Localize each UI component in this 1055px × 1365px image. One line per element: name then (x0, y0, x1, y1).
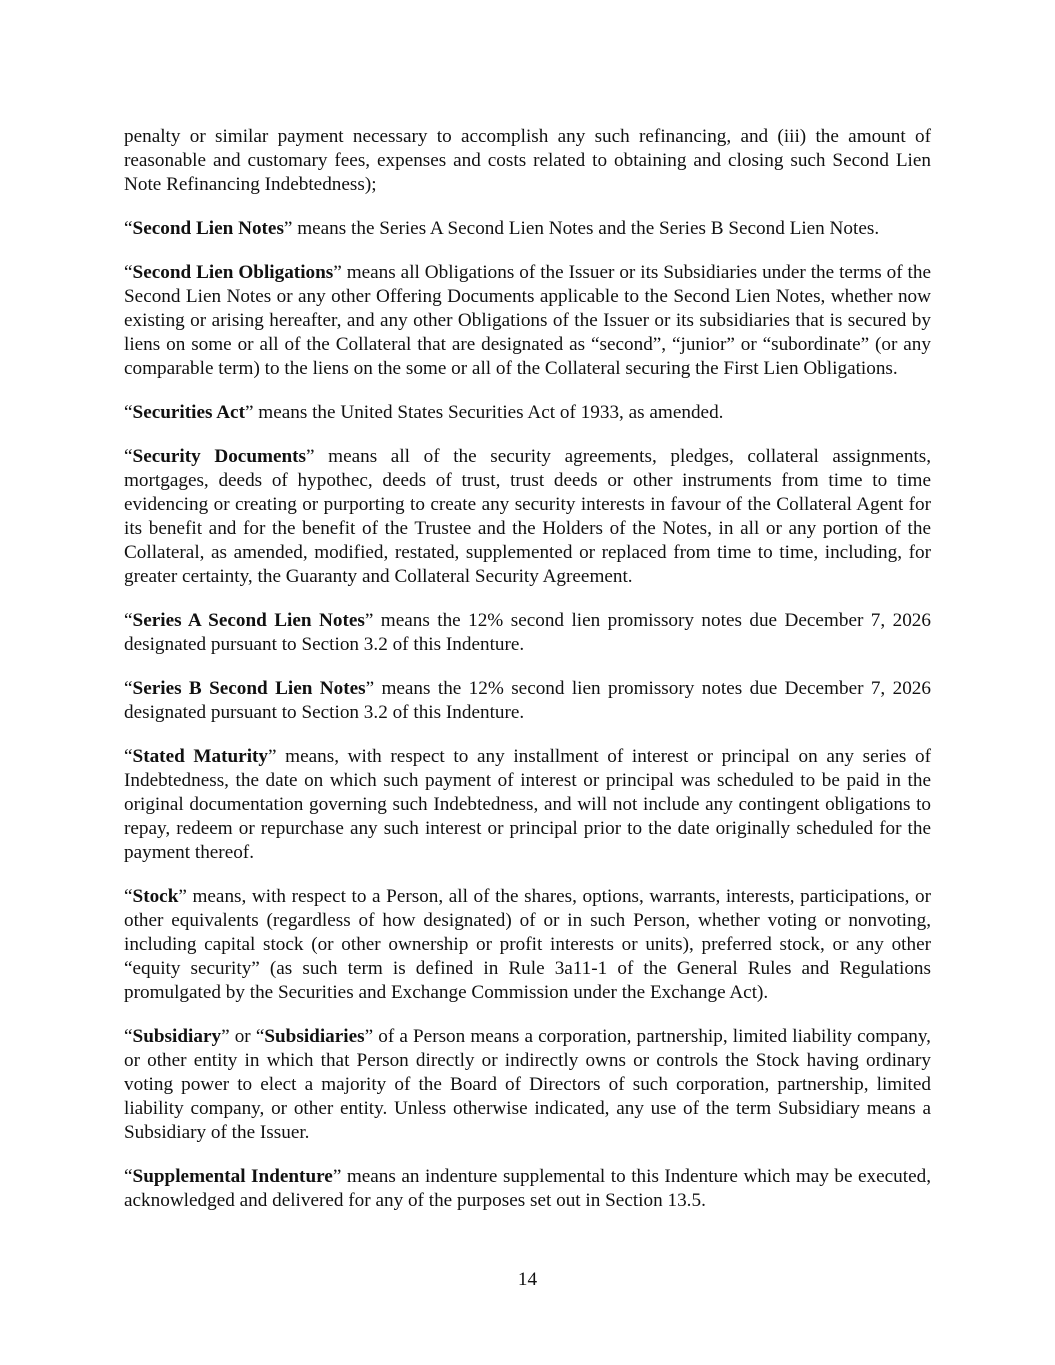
defined-term: Series B Second Lien Notes (132, 678, 366, 699)
definition-series-b-second-lien-notes (124, 677, 931, 725)
defined-term-alt: Subsidiaries (264, 1026, 365, 1047)
defined-term: Security Documents (132, 446, 307, 467)
open-quote: “ (124, 678, 133, 699)
definition-series-a-second-lien-notes (124, 609, 931, 657)
definition-subsidiary (124, 1025, 931, 1145)
definition-text: ” means, with respect to any installment of interest or principal on any series of Indebtedness, the date on which such payment of interest or principal was scheduled to be paid in the original documentation governing such Indebtedness, and will not include any contingent obligations to repay, redeem or repurchase any such interest or principal prior to the date originally scheduled for the payment thereof. (124, 746, 931, 863)
defined-term: Second Lien Obligations (132, 262, 334, 283)
open-quote: “ (124, 610, 133, 631)
definition-supplemental-indenture (124, 1165, 931, 1213)
definition-second-lien-obligations (124, 261, 931, 381)
defined-term: Securities Act (132, 402, 245, 423)
definition-text: ” means, with respect to a Person, all of the shares, options, warrants, interests, participations, or other equivalents (regardless of how designated) of or in such Person, whether voting or nonvoting, including capital stock (or other ownership or profit interests or units), preferred stock, or any other “equity security” (as such term is defined in Rule 3a11-1 of the General Rules and Regulations promulgated by the Securities and Exchange Commission under the Exchange Act). (124, 886, 931, 1003)
open-quote: “ (124, 446, 133, 467)
definition-text: ” means the Series A Second Lien Notes and the Series B Second Lien Notes. (283, 218, 880, 239)
definition-second-lien-notes (124, 217, 931, 241)
definition-text: ” means the 12% second lien promissory notes due December 7, 2026 designated pursuant to Section 3.2 of this Indenture. (124, 610, 931, 655)
open-quote: “ (124, 1166, 133, 1187)
continuation-paragraph (124, 125, 931, 197)
document-page (124, 125, 931, 1233)
defined-term: Stock (132, 886, 179, 907)
paragraph-text: penalty or similar payment necessary to accomplish any such refinancing, and (iii) the amount of reasonable and customary fees, expenses and costs related to obtaining and closing such Second Lien Note Refinancing Indebtedness); (124, 126, 931, 195)
definition-securities-act (124, 401, 931, 425)
definition-text: ” of a Person means a corporation, partnership, limited liability company, or other entity in which that Person directly or indirectly owns or controls the Stock having ordinary voting power to elect a majority of the Board of Directors of such corporation, partnership, limited liability company, or other entity. Unless otherwise indicated, any use of the term Subsidiary means a Subsidiary of the Issuer. (124, 1026, 931, 1143)
definition-stock (124, 885, 931, 1005)
defined-term: Supplemental Indenture (132, 1166, 333, 1187)
term-connector: ” or “ (221, 1026, 265, 1047)
definition-stated-maturity (124, 745, 931, 865)
defined-term: Series A Second Lien Notes (132, 610, 365, 631)
definition-text: ” means the 12% second lien promissory notes due December 7, 2026 designated pursuant to Section 3.2 of this Indenture. (124, 678, 931, 723)
open-quote: “ (124, 746, 133, 767)
defined-term: Second Lien Notes (132, 218, 284, 239)
defined-term: Stated Maturity (132, 746, 269, 767)
definition-text: ” means all of the security agreements, pledges, collateral assignments, mortgages, deeds of hypothec, deeds of trust, trust deeds or other instruments from time to time evidencing or creating or purporting to create any security interests in favour of the Collateral Agent for its benefit and for the benefit of the Trustee and the Holders of the Notes, in all or any portion of the Collateral, as amended, modified, restated, supplemented or replaced from time to time, including, for greater certainty, the Guaranty and Collateral Security Agreement. (124, 446, 932, 587)
defined-term: Subsidiary (132, 1026, 222, 1047)
open-quote: “ (124, 1026, 133, 1047)
open-quote: “ (124, 886, 133, 907)
definition-text: ” means an indenture supplemental to this Indenture which may be executed, acknowledged and delivered for any of the purposes set out in Section 13.5. (124, 1166, 932, 1211)
open-quote: “ (124, 218, 133, 239)
open-quote: “ (124, 262, 133, 283)
definition-security-documents (124, 445, 931, 589)
page-number: 14 (517, 1269, 538, 1290)
definition-text: ” means the United States Securities Act of 1933, as amended. (244, 402, 724, 423)
open-quote: “ (124, 402, 133, 423)
definition-text: ” means all Obligations of the Issuer or its Subsidiaries under the terms of the Second Lien Notes or any other Offering Documents applicable to the Second Lien Notes, whether now existing or arising hereafter, and any other Obligations of the Issuer or its subsidiaries that is secured by liens on some or all of the Collateral that are designated as “second”, “junior” or “subordinate” (or any comparable term) to the liens on the some or all of the Collateral securing the First Lien Obligations. (124, 262, 931, 379)
